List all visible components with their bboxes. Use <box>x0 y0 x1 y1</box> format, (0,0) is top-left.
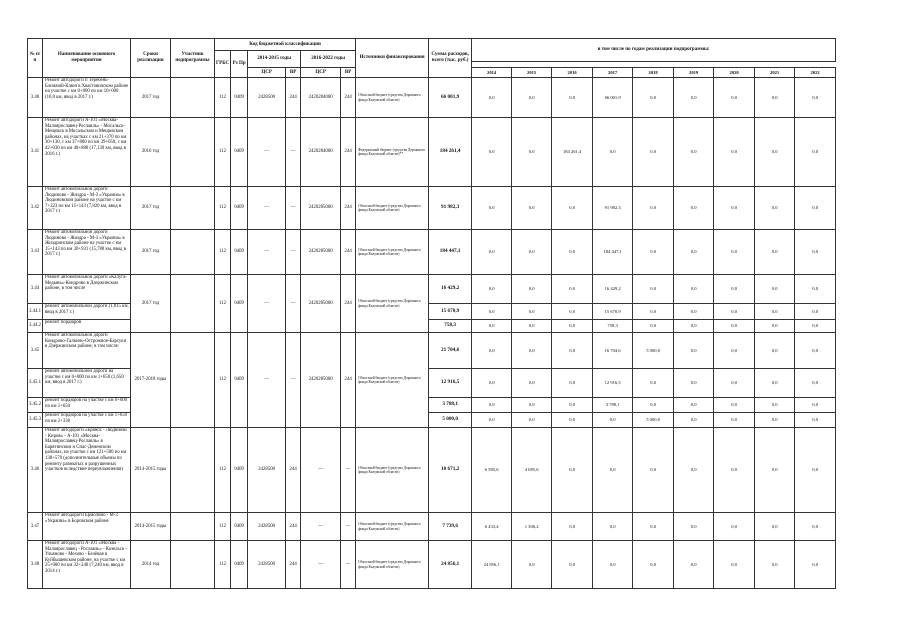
row-year-value: 0,0 <box>472 369 512 398</box>
row-year-value: 0,0 <box>472 320 512 333</box>
table-row <box>28 428 836 513</box>
row-year-value: 16 429,2 <box>593 275 633 304</box>
row-year-value: 0,0 <box>472 413 512 428</box>
row-participant <box>171 428 215 513</box>
table-row <box>28 275 836 304</box>
row-year-value: 5 000,0 <box>633 333 674 369</box>
row-year-value: 0,0 <box>633 304 674 320</box>
row-term: 2014 год <box>131 541 171 589</box>
row-rzpr: 0409 <box>231 187 248 230</box>
row-year-value: 0,0 <box>512 304 552 320</box>
row-year-value: 0,0 <box>512 118 552 187</box>
row-year-value: 0,0 <box>755 398 795 413</box>
row-participant <box>171 230 215 275</box>
row-year-value: 1 306,2 <box>512 513 552 541</box>
row-year-value: 15 670,9 <box>593 304 633 320</box>
budget-table-sheet <box>27 38 836 589</box>
table-row <box>28 118 836 187</box>
row-sum: 5 000,0 <box>429 413 472 428</box>
row-grbs: 112 <box>215 513 231 541</box>
row-year-value: 0,0 <box>755 304 795 320</box>
row-vr-2016-2022: 244 <box>341 333 356 428</box>
row-year-value: 184 447,1 <box>593 230 633 275</box>
row-year-value: 0,0 <box>593 541 633 589</box>
row-year-value: 6 585,6 <box>472 428 512 513</box>
row-sum: 10 671,2 <box>429 428 472 513</box>
row-year-value: 0,0 <box>633 78 674 118</box>
row-num: 3.43 <box>28 230 43 275</box>
row-num: 3.45.2 <box>28 398 43 413</box>
row-vr-2016-2022: — <box>341 541 356 589</box>
row-term: 2014-2015 годы <box>131 428 171 513</box>
row-vr-2016-2022: — <box>341 513 356 541</box>
header-year: 2020 <box>714 68 755 78</box>
row-year-value: 0,0 <box>552 428 593 513</box>
row-year-value: 24 856,1 <box>472 541 512 589</box>
row-participant <box>171 333 215 428</box>
row-vr-2016-2022: 244 <box>341 187 356 230</box>
row-csr-2016-2022: 2420285000 <box>301 333 341 428</box>
row-num: 3.44.1 <box>28 304 43 320</box>
row-term: 2017 год <box>131 78 171 118</box>
row-year-value: 0,0 <box>512 320 552 333</box>
row-source: Областной бюджет (средства Дорожного фонда Калужской области) <box>356 333 429 428</box>
row-year-value: 0,0 <box>714 513 755 541</box>
row-year-value: 0,0 <box>472 275 512 304</box>
table-row <box>28 78 836 118</box>
row-csr-2014-2015: 2428500 <box>248 513 286 541</box>
row-year-value: 0,0 <box>714 187 755 230</box>
row-csr-2016-2022: 2420285000 <box>301 230 341 275</box>
row-year-value: 0,0 <box>755 541 795 589</box>
row-csr-2016-2022: 2420284000 <box>301 118 341 187</box>
row-year-value: 12 916,5 <box>593 369 633 398</box>
row-name: ремонт автомобильной дороги (1,815 км, ввод в 2017 г.) <box>43 304 131 320</box>
row-term: 2017 год <box>131 230 171 275</box>
row-sum: 184 447,1 <box>429 230 472 275</box>
row-year-value: 0,0 <box>593 513 633 541</box>
row-rzpr: 0409 <box>231 78 248 118</box>
row-vr-2014-2015: 244 <box>286 78 301 118</box>
row-vr-2016-2022: 244 <box>341 78 356 118</box>
row-source: Областной бюджет (средства Дорожного фонда Калужской области) <box>356 187 429 230</box>
row-year-value: 0,0 <box>552 398 593 413</box>
row-year-value: 0,0 <box>633 398 674 413</box>
row-year-value: 0,0 <box>472 230 512 275</box>
row-num: 3.45 <box>28 333 43 369</box>
table-row <box>28 333 836 369</box>
row-year-value: 0,0 <box>674 541 714 589</box>
row-year-value: 6 433,4 <box>472 513 512 541</box>
row-year-value: 0,0 <box>633 118 674 187</box>
row-year-value: 0,0 <box>633 320 674 333</box>
row-participant <box>171 275 215 333</box>
row-year-value: 0,0 <box>593 413 633 428</box>
header-participant: Участник подпрограммы <box>171 39 215 78</box>
row-year-value: 91 982,3 <box>593 187 633 230</box>
row-grbs: 112 <box>215 230 231 275</box>
header-sum: Сумма расходов, всего (тыс. руб.) <box>429 39 472 78</box>
row-year-value: 0,0 <box>512 230 552 275</box>
row-vr-2014-2015: — <box>286 187 301 230</box>
budget-table <box>27 38 836 589</box>
row-vr-2016-2022: 244 <box>341 275 356 333</box>
row-year-value: 184 261,4 <box>552 118 593 187</box>
row-year-value: 0,0 <box>512 398 552 413</box>
row-year-value: 0,0 <box>674 78 714 118</box>
row-sum: 758,3 <box>429 320 472 333</box>
row-grbs: 112 <box>215 118 231 187</box>
row-year-value: 0,0 <box>674 275 714 304</box>
row-year-value: 0,0 <box>633 541 674 589</box>
row-num: 3.45.1 <box>28 369 43 398</box>
row-year-value: 0,0 <box>512 275 552 304</box>
row-csr-2014-2015: — <box>248 230 286 275</box>
row-year-value: 0,0 <box>714 118 755 187</box>
row-source: Областной бюджет (средства Дорожного фонда Калужской области) <box>356 230 429 275</box>
row-year-value: 0,0 <box>674 187 714 230</box>
row-csr-2016-2022: 2420285000 <box>301 187 341 230</box>
row-num: 3.41 <box>28 118 43 187</box>
row-csr-2014-2015: 2428500 <box>248 541 286 589</box>
row-name: Ремонт автомобильной дороги Людиново - Жиздра - М-3 «Украина» в Людиновском районе на участке с км 7+323 по км 15+143 (7,820 км, ввод в 2017 г.) <box>43 187 131 230</box>
row-participant <box>171 118 215 187</box>
row-num: 3.44 <box>28 275 43 304</box>
row-num: 3.48 <box>28 541 43 589</box>
row-year-value: 0,0 <box>552 369 593 398</box>
header-rzpr: Рз Пр <box>231 51 248 78</box>
header-year: 2016 <box>552 68 593 78</box>
row-year-value: 0,0 <box>714 78 755 118</box>
row-year-value: 0,0 <box>633 369 674 398</box>
row-name: Ремонт автодороги «Брянск - Людиново - Киров» - А-101 «Москва-Малоярославец-Рославль» в Барятинском и Спас-Деменском районах, на участке с км 121+500 по км 138+570 (дополнительные объемы по ремонту размытых и разрушенных участков вследствие переувлажнения) <box>43 428 131 513</box>
row-vr-2014-2015: 244 <box>286 513 301 541</box>
row-year-value: 0,0 <box>472 78 512 118</box>
row-participant <box>171 78 215 118</box>
header-year: 2019 <box>674 68 714 78</box>
row-source: Областной бюджет (средства Дорожного фонда Калужской области) <box>356 275 429 333</box>
row-vr-2014-2015: — <box>286 275 301 333</box>
row-year-value: 0,0 <box>795 78 836 118</box>
row-year-value: 0,0 <box>552 333 593 369</box>
row-year-value: 0,0 <box>674 428 714 513</box>
row-rzpr: 0409 <box>231 275 248 333</box>
header-period-2014-2015: 2014-2015 годы <box>248 51 301 68</box>
row-year-value: 0,0 <box>593 428 633 513</box>
row-name: Ремонт автомобильной дороги Кондрово-Галкино-Острожное-Барсуки в Дзержинском районе, в том числе: <box>43 333 131 369</box>
row-vr-2014-2015: 244 <box>286 428 301 513</box>
row-year-value: 0,0 <box>795 513 836 541</box>
row-year-value: 0,0 <box>755 275 795 304</box>
row-year-value: 0,0 <box>512 413 552 428</box>
header-term: Сроки реализации <box>131 39 171 78</box>
header-grbs: ГРБС <box>215 51 231 78</box>
row-participant <box>171 513 215 541</box>
row-year-value: 0,0 <box>512 187 552 230</box>
row-grbs: 112 <box>215 428 231 513</box>
table-row <box>28 541 836 589</box>
row-vr-2014-2015: — <box>286 230 301 275</box>
row-year-value: 0,0 <box>795 428 836 513</box>
row-term: 2014-2015 годы <box>131 513 171 541</box>
row-csr-2016-2022: — <box>301 513 341 541</box>
row-grbs: 112 <box>215 333 231 428</box>
row-term: 2017-2018 годы <box>131 333 171 428</box>
row-grbs: 112 <box>215 275 231 333</box>
row-year-value: 0,0 <box>552 413 593 428</box>
row-participant <box>171 187 215 230</box>
row-year-value: 0,0 <box>633 513 674 541</box>
row-participant <box>171 541 215 589</box>
row-sum: 7 739,6 <box>429 513 472 541</box>
row-year-value: 66 001,9 <box>593 78 633 118</box>
row-vr-2014-2015: — <box>286 333 301 428</box>
row-year-value: 0,0 <box>633 428 674 513</box>
header-source: Источники финансирования <box>356 39 429 78</box>
row-name: Ремонт автомобильной дороги «Калуга-Медынь»-Кондрово в Дзержинском районе, в том числе <box>43 275 131 304</box>
table-row <box>28 187 836 230</box>
row-year-value: 0,0 <box>512 541 552 589</box>
row-year-value: 0,0 <box>714 320 755 333</box>
row-year-value: 0,0 <box>755 513 795 541</box>
row-year-value: 0,0 <box>552 275 593 304</box>
row-sum: 91 982,3 <box>429 187 472 230</box>
row-source: Областной бюджет (средства Дорожного фонда Калужской области) <box>356 428 429 513</box>
header-year: 2017 <box>593 68 633 78</box>
row-year-value: 0,0 <box>472 333 512 369</box>
row-vr-2014-2015: 244 <box>286 541 301 589</box>
row-name: Ремонт автодороги Ермолино - М-3 «Украина» в Боровском районе <box>43 513 131 541</box>
row-year-value: 0,0 <box>674 369 714 398</box>
row-year-value: 0,0 <box>755 118 795 187</box>
header-vr: ВР <box>286 68 301 78</box>
row-term: 2017 год <box>131 187 171 230</box>
row-rzpr: 0409 <box>231 513 248 541</box>
row-sum: 15 670,9 <box>429 304 472 320</box>
row-num: 3.46 <box>28 428 43 513</box>
row-year-value: 0,0 <box>674 304 714 320</box>
row-name: Ремонт автодороги п Теребень-Ближний-Клюн в Хвастовичском районе на участке с км 0+000 по км 10+000 (10,0 км, ввод в 2017 г.) <box>43 78 131 118</box>
row-year-value: 0,0 <box>674 333 714 369</box>
row-year-value: 0,0 <box>714 304 755 320</box>
row-year-value: 0,0 <box>552 320 593 333</box>
header-csr: ЦСР <box>301 68 341 78</box>
row-name: ремонт бордюров <box>43 320 131 333</box>
row-csr-2014-2015: — <box>248 187 286 230</box>
row-rzpr: 0409 <box>231 541 248 589</box>
row-sum: 16 429,2 <box>429 275 472 304</box>
header-years-title: в том числе по годам реализации подпрограммы: <box>472 39 836 62</box>
row-vr-2014-2015: — <box>286 118 301 187</box>
row-csr-2014-2015: — <box>248 118 286 187</box>
row-year-value: 0,0 <box>674 513 714 541</box>
row-year-value: 0,0 <box>755 187 795 230</box>
row-year-value: 0,0 <box>795 398 836 413</box>
row-vr-2016-2022: 244 <box>341 118 356 187</box>
row-year-value: 0,0 <box>552 187 593 230</box>
row-year-value: 0,0 <box>795 333 836 369</box>
row-num: 3.40 <box>28 78 43 118</box>
row-num: 3.47 <box>28 513 43 541</box>
row-year-value: 0,0 <box>552 78 593 118</box>
row-year-value: 0,0 <box>552 304 593 320</box>
header-vr: ВР <box>341 68 356 78</box>
row-year-value: 0,0 <box>755 428 795 513</box>
row-grbs: 112 <box>215 187 231 230</box>
row-year-value: 0,0 <box>472 187 512 230</box>
row-csr-2016-2022: — <box>301 541 341 589</box>
row-year-value: 16 704,6 <box>593 333 633 369</box>
row-year-value: 0,0 <box>674 230 714 275</box>
row-year-value: 0,0 <box>472 398 512 413</box>
row-year-value: 0,0 <box>714 333 755 369</box>
row-rzpr: 0409 <box>231 428 248 513</box>
row-year-value: 0,0 <box>755 230 795 275</box>
row-year-value: 0,0 <box>552 513 593 541</box>
row-csr-2016-2022: 2420285000 <box>301 275 341 333</box>
row-year-value: 0,0 <box>714 369 755 398</box>
row-grbs: 112 <box>215 541 231 589</box>
row-year-value: 5 000,0 <box>633 413 674 428</box>
row-year-value: 0,0 <box>795 304 836 320</box>
row-name: ремонт автомобильной дороги на участке с км 0+000 по км 1+650 (1,650 км, ввод в 2017 г.) <box>43 369 131 398</box>
row-year-value: 3 788,1 <box>593 398 633 413</box>
row-csr-2016-2022: 2420284000 <box>301 78 341 118</box>
row-num: 3.45.3 <box>28 413 43 428</box>
row-sum: 24 856,1 <box>429 541 472 589</box>
row-year-value: 0,0 <box>755 320 795 333</box>
header-period-2016-2022: 2016-2022 годы <box>301 51 356 68</box>
row-year-value: 0,0 <box>674 118 714 187</box>
row-name: ремонт бордюров на участке с км 1+650 по км 2+330 <box>43 413 131 428</box>
row-source: Федеральный бюджет (средства Дорожного фонда Калужской области)** <box>356 118 429 187</box>
row-year-value: 0,0 <box>795 320 836 333</box>
row-num: 3.42 <box>28 187 43 230</box>
row-year-value: 0,0 <box>674 413 714 428</box>
row-year-value: 0,0 <box>472 304 512 320</box>
row-year-value: 0,0 <box>755 369 795 398</box>
row-sum: 3 788,1 <box>429 398 472 413</box>
row-year-value: 0,0 <box>795 541 836 589</box>
row-year-value: 0,0 <box>755 333 795 369</box>
row-year-value: 0,0 <box>633 230 674 275</box>
row-csr-2014-2015: — <box>248 333 286 428</box>
row-name: Ремонт автодороги А-101 «Москва-Малоярославец-Рославль» - Мосальск-Мещовск в Мосальском и Мещовском районах, на участках с км 21+370 по км 30+130, с км 37+800 по км 39+050, с км 42+030 по км 48+880 (17,130 км, ввод в 2016 г.) <box>43 118 131 187</box>
row-source: Областной бюджет (средства Дорожного фонда Калужской области) <box>356 541 429 589</box>
table-row <box>28 230 836 275</box>
row-vr-2016-2022: — <box>341 428 356 513</box>
row-year-value: 0,0 <box>633 275 674 304</box>
row-year-value: 0,0 <box>795 118 836 187</box>
header-num: № п/п <box>28 39 43 78</box>
row-year-value: 0,0 <box>714 230 755 275</box>
row-num: 3.44.2 <box>28 320 43 333</box>
row-name: Ремонт автодороги А-101 «Москва - Малоярославец - Рославль» - Козельск - Ульяново - Мехово - Белёвая в Куйбышевском районе, на участке с км 25+000 по км 32+240 (7,240 км, ввод в 2014 г.) <box>43 541 131 589</box>
row-csr-2014-2015: 2428500 <box>248 428 286 513</box>
row-year-value: 0,0 <box>795 413 836 428</box>
row-rzpr: 0409 <box>231 230 248 275</box>
row-year-value: 0,0 <box>795 187 836 230</box>
row-sum: 66 001,9 <box>429 78 472 118</box>
header-kbk: Код бюджетной классификации <box>215 39 356 51</box>
row-term: 2016 год <box>131 118 171 187</box>
row-name: Ремонт автомобильной дороги Людиново - Жиздра - М-3 «Украина» в Жиздринском районе на участке с км 15+143 по км 30+931 (15,788 км, ввод в 2017 г.) <box>43 230 131 275</box>
row-rzpr: 0409 <box>231 118 248 187</box>
row-csr-2014-2015: 2428500 <box>248 78 286 118</box>
row-csr-2014-2015: — <box>248 275 286 333</box>
row-year-value: 758,3 <box>593 320 633 333</box>
row-year-value: 0,0 <box>714 398 755 413</box>
row-year-value: 0,0 <box>714 428 755 513</box>
row-year-value: 0,0 <box>714 275 755 304</box>
row-vr-2016-2022: 244 <box>341 230 356 275</box>
row-name: ремонт бордюров на участке с км 0+000 по км 1+650 <box>43 398 131 413</box>
row-year-value: 0,0 <box>512 333 552 369</box>
row-year-value: 0,0 <box>674 320 714 333</box>
header-year: 2014 <box>472 68 512 78</box>
row-year-value: 0,0 <box>755 413 795 428</box>
row-term: 2017 год <box>131 275 171 333</box>
row-year-value: 0,0 <box>755 78 795 118</box>
row-year-value: 0,0 <box>552 230 593 275</box>
row-year-value: 0,0 <box>512 369 552 398</box>
row-year-value: 0,0 <box>714 413 755 428</box>
row-year-value: 4 085,6 <box>512 428 552 513</box>
table-row <box>28 513 836 541</box>
header-name: Наименование основного мероприятия <box>43 39 131 78</box>
row-grbs: 112 <box>215 78 231 118</box>
row-rzpr: 0409 <box>231 333 248 428</box>
header-csr: ЦСР <box>248 68 286 78</box>
row-year-value: 0,0 <box>795 369 836 398</box>
header-year: 2018 <box>633 68 674 78</box>
row-year-value: 0,0 <box>552 541 593 589</box>
row-year-value: 0,0 <box>714 541 755 589</box>
row-year-value: 0,0 <box>795 275 836 304</box>
row-year-value: 0,0 <box>472 118 512 187</box>
row-source: Областной бюджет (средства Дорожного фонда Калужской области) <box>356 513 429 541</box>
row-sum: 12 916,5 <box>429 369 472 398</box>
row-year-value: 0,0 <box>795 230 836 275</box>
row-year-value: 0,0 <box>512 78 552 118</box>
row-csr-2016-2022: — <box>301 428 341 513</box>
row-sum: 21 704,6 <box>429 333 472 369</box>
row-source: Областной бюджет (средства Дорожного фонда Калужской области) <box>356 78 429 118</box>
row-year-value: 0,0 <box>633 187 674 230</box>
row-sum: 184 261,4 <box>429 118 472 187</box>
row-year-value: 0,0 <box>674 398 714 413</box>
row-year-value: 0,0 <box>593 118 633 187</box>
header-year: 2022 <box>795 68 836 78</box>
header-year: 2015 <box>512 68 552 78</box>
header-year: 2021 <box>755 68 795 78</box>
